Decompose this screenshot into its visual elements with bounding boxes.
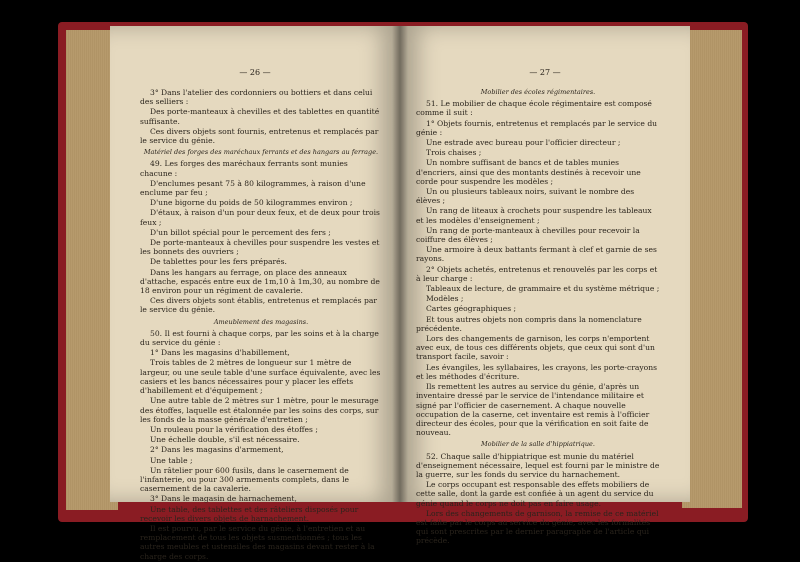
- text-paragraph: 50. Il est fourni à chaque corps, par les soins et à la charge du service du génie :: [140, 328, 379, 348]
- left-page-number: — 26 —: [239, 68, 271, 77]
- text-paragraph: Et tous autres objets non compris dans la nomenclature précédente.: [416, 314, 642, 333]
- text-paragraph: Trois chaises ;: [426, 148, 482, 158]
- text-paragraph: Lors des changements de garnison, les corps n'emportent avec eux, de tous ces différents objets, que ceux qui sont d'un transport facile, savoir :: [416, 334, 655, 362]
- text-paragraph: D'étaux, à raison d'un pour deux feux, et de deux pour trois feux ;: [140, 208, 380, 227]
- text-paragraph: Une table ;: [150, 455, 193, 465]
- text-paragraph: Dans les hangars au ferrage, on place des anneaux d'attache, espacés entre eux de 1m,10 à 1m,30, au nombre de 18 environ pour un régiment de cavalerie.: [140, 267, 380, 296]
- text-paragraph: Tableaux de lecture, de grammaire et du système métrique ;: [426, 284, 660, 294]
- text-paragraph: Une armoire à deux battants fermant à clef et garnie de ses rayons.: [416, 245, 657, 264]
- text-paragraph: Une autre table de 2 mètres sur 1 mètre, pour le mesurage des étoffes, laquelle est étalonnée par les soins des corps, sur les fonds de la masse générale d'entretien ;: [140, 396, 379, 424]
- text-paragraph: D'un billot spécial pour le percement des fers ;: [150, 227, 331, 237]
- text-paragraph: Il est pourvu, par le service du génie, à l'entretien et au remplacement de tous les objets susmentionnés ; tous les autres meubles et ustensiles des magasins devant rester à la charge des corps.: [140, 523, 375, 561]
- section-heading: Ameublement des magasins.: [213, 317, 309, 326]
- text-paragraph: De tablettes pour les fers préparés.: [150, 257, 287, 267]
- text-paragraph: Ils remettent les autres au service du génie, d'après un inventaire dressé par le service de l'intendance militaire et signé par l'officier de casernement. A chaque nouvelle occupation de la caserne, cet inventaire est remis à l'officier directeur des écoles, pour que la vérification en soit faite de nouveau.: [416, 382, 650, 438]
- text-paragraph: Ces divers objets sont établis, entretenus et remplacés par le service du génie.: [140, 296, 377, 315]
- text-paragraph: De porte-manteaux à chevilles pour suspendre les vestes et les bonnets des ouvriers ;: [140, 238, 380, 257]
- text-paragraph: Le corps occupant est responsable des effets mobiliers de cette salle, dont la garde est confiée à un agent du service du génie quand le corps ne doit pas en faire usage.: [416, 480, 654, 508]
- right-page: [400, 26, 690, 546]
- text-paragraph: Modèles ;: [426, 294, 464, 304]
- text-paragraph: 3° Dans le magasin de harnachement,: [150, 494, 297, 504]
- text-paragraph: Une échelle double, s'il est nécessaire.: [150, 435, 300, 445]
- text-paragraph: Un râtelier pour 600 fusils, dans le casernement de l'infanterie, ou pour 300 armements complets, dans le casernement de la cavalerie.: [140, 465, 350, 494]
- section-heading: Matériel des forges des maréchaux ferrants et des hangars au ferrage.: [143, 148, 379, 157]
- text-paragraph: 1° Dans les magasins d'habillement,: [150, 348, 290, 358]
- text-paragraph: Les évangiles, les syllabaires, les crayons, les porte-crayons et les méthodes d'écriture.: [416, 362, 658, 381]
- text-paragraph: Un rouleau pour la vérification des étoffes ;: [150, 424, 318, 434]
- left-page-text: [140, 66, 382, 562]
- text-paragraph: 1° Objets fournis, entretenus et remplacés par le service du génie :: [416, 118, 658, 137]
- text-paragraph: Un rang de liteaux à crochets pour suspendre les tableaux et les modèles d'enseignement ;: [416, 206, 652, 225]
- running-head: Mobilier des écoles régimentaires.: [480, 88, 596, 96]
- page-edges-right: [682, 30, 742, 508]
- text-paragraph: 51. Le mobilier de chaque école régimentaire est composé comme il suit :: [416, 99, 652, 118]
- text-paragraph: Une estrade avec bureau pour l'officier directeur ;: [426, 138, 621, 148]
- right-page-number: — 27 —: [529, 68, 561, 77]
- text-paragraph: Une table, des tablettes et des râteliers disposés pour recevoir les divers objets de harnachement.: [140, 504, 359, 523]
- right-page-text: [416, 66, 660, 547]
- text-paragraph: Un ou plusieurs tableaux noirs, suivant le nombre des élèves ;: [416, 187, 635, 206]
- text-paragraph: 3° Dans l'atelier des cordonniers ou bottiers et dans celui des selliers :: [140, 88, 373, 107]
- text-paragraph: Des porte-manteaux à chevilles et des tablettes en quantité suffisante.: [140, 107, 380, 126]
- left-page: [110, 26, 400, 561]
- text-paragraph: 2° Dans les magasins d'armement,: [150, 445, 284, 455]
- text-paragraph: Cartes géographiques ;: [426, 304, 517, 314]
- text-paragraph: 52. Chaque salle d'hippiatrique est munie du matériel d'enseignement nécessaire, lequel est fourni par le ministre de la guerre, sur les fonds du service du harnachement.: [416, 451, 660, 479]
- text-paragraph: 49. Les forges des maréchaux ferrants sont munies chacune :: [140, 159, 348, 178]
- text-paragraph: Un nombre suffisant de bancs et de tables munies d'encriers, ainsi que des montants destinés à recevoir une corde pour suspendre les modèles ;: [416, 158, 641, 186]
- text-paragraph: 2° Objets achetés, entretenus et renouvelés par les corps et à leur charge :: [416, 264, 658, 283]
- text-paragraph: Un rang de porte-manteaux à chevilles pour recevoir la coiffure des élèves ;: [416, 225, 640, 245]
- text-paragraph: D'enclumes pesant 75 à 80 kilogrammes, à raison d'une enclume par feu ;: [140, 178, 366, 198]
- text-paragraph: Ces divers objets sont fournis, entretenus et remplacés par le service du génie.: [140, 126, 379, 146]
- book-gutter: [392, 26, 408, 502]
- text-paragraph: D'une bigorne du poids de 50 kilogrammes environ ;: [150, 198, 353, 208]
- text-paragraph: Trois tables de 2 mètres de longueur sur 1 mètre de largeur, ou une seule table d'une surface équivalente, avec les casiers et les bancs nécessaires pour y placer les effets d'habillement et d'équipement ;: [140, 358, 381, 396]
- text-paragraph: Lors des changements de garnison, la remise de ce matériel est faite par le corps au service du génie, avec les formalités qui sont prescrites par le dernier paragraphe de l'article qui précède.: [416, 508, 659, 546]
- section-heading: Mobilier de la salle d'hippiatrique.: [481, 440, 595, 449]
